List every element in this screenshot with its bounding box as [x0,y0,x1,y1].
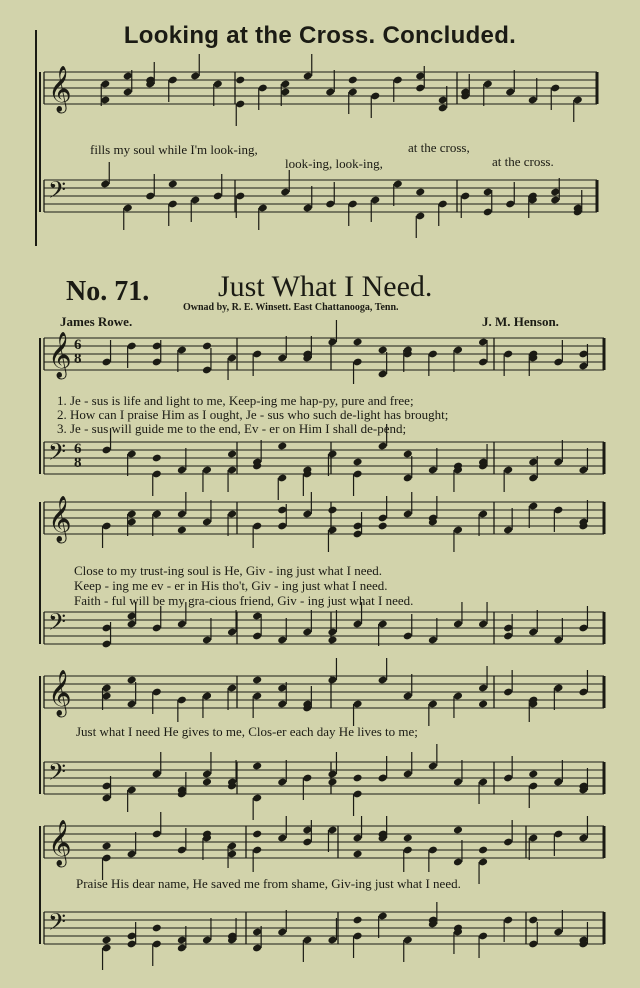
note-head [227,450,237,459]
hymn-title: Just What I Need. [218,270,433,303]
chorus-line-2: Praise His dear name, He saved me from shame, Giv-ing just what I need. [76,876,461,891]
note-head [152,924,162,933]
verse-3: 3. Je - sus will guide me to the end, Ev - er on Him I shall de-pend; [57,421,407,436]
note-head [353,774,363,783]
hymn-number: No. 71. [66,276,150,307]
note-head [252,762,262,771]
bass-clef-icon: 𝄢 [48,608,67,641]
verse-3-line-2: Faith - ful will be my gra-cious friend, Giv - ing just what I need. [74,593,414,608]
treble-clef-icon: 𝄞 [48,66,72,112]
lyricist: James Rowe. [60,314,133,329]
note-head [348,76,358,85]
verse-1: 1. Je - sus is life and light to me, Keep-ing me hap-py, pure and free; [57,393,414,408]
note-head [152,454,162,463]
note-head [353,850,363,859]
verse-2: 2. How can I praise Him as I ought, Je - sus who such de-light has brought; [57,407,449,422]
note-head [528,770,538,779]
treble-clef-icon: 𝄞 [48,670,72,716]
section-title: Looking at the Cross. Concluded. [123,22,517,49]
bass-clef-icon: 𝄢 [48,908,67,941]
note-head [403,834,413,843]
note-head [353,458,363,467]
verse-1-line-2: Close to my trust-ing soul is He, Giv - ing just what I need. [74,563,383,578]
note-head [353,338,363,347]
note-head [168,180,178,189]
lyric-line: fills my soul while I'm look-ing, [90,142,258,157]
note-head [453,826,463,835]
note-head [202,778,212,787]
verse-2-line-2: Keep - ing me ev - er in His tho't, Giv - ing just what I need. [74,578,388,593]
time-signature-treble: 6 8 [74,337,82,367]
note-head [177,526,187,535]
bass-clef-icon: 𝄢 [48,758,67,791]
bass-clef-icon: 𝄢 [48,438,67,471]
note-head [102,936,112,945]
lyric-line: at the cross, [408,140,470,155]
note-head [327,778,337,787]
treble-clef-icon: 𝄞 [48,332,72,378]
note-head [415,188,425,197]
composer: J. M. Henson. [482,314,559,329]
note-head [252,676,262,685]
note-head [235,76,245,85]
note-head [327,506,337,515]
bass-clef-icon: 𝄢 [48,176,67,209]
note-head [102,842,112,851]
chorus-line-1: Just what I need He gives to me, Clos-er each day He lives to me; [76,724,418,739]
note-head [353,916,363,925]
copyright-owner: Ownad by, R. E. Winsett. East Chattanooga, Tenn. [183,302,399,313]
note-head [478,700,488,709]
note-head [277,442,287,451]
note-head [478,846,488,855]
note-head [378,522,388,531]
lyric-line: at the cross. [492,154,554,169]
treble-clef-icon: 𝄞 [48,820,72,866]
note-head [327,636,337,645]
time-signature-bass: 6 8 [74,441,82,471]
treble-clef-icon: 𝄞 [48,496,72,542]
note-head [252,830,262,839]
lyric-line: look-ing, look-ing, [285,156,383,171]
